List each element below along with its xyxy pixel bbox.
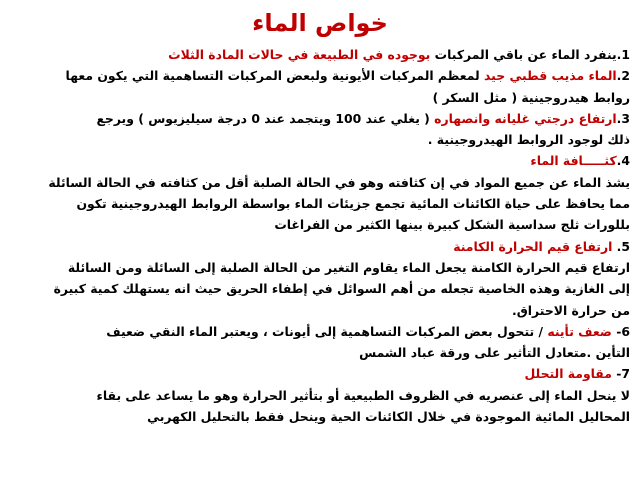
item-number: 2. xyxy=(616,68,630,84)
property-4-line1: يشذ الماء عن جميع المواد في إن كثافته وهو في الحالة الصلبة أقل من كثافته في الحالة السائلة xyxy=(48,174,630,190)
property-4-line3: بللورات ثلج سداسية الشكل كبيرة بينها الكثير من الفراغات xyxy=(274,217,630,233)
property-6-line2: التأين .متعادل التأثير على ورقة عباد الشمس xyxy=(359,345,630,361)
property-5-line2: إلى الغازية وهذه الخاصية تجعله من أهم السوائل في إطفاء الحريق حيث انه يستهلك كمية كبيرة xyxy=(53,281,630,297)
item-number: 1. xyxy=(616,47,630,62)
item-number: 4. xyxy=(616,153,630,169)
property-4-line2: مما يحافظ على حياة الكائنات المائية تجمع جزيئات الماء بواسطة الروابط الهيدروجينية تكون xyxy=(76,196,630,212)
property-1 xyxy=(10,44,630,65)
property-3-highlight: ارتفاع درجتي غليانه وانصهاره xyxy=(434,110,617,126)
property-5-line3: من حرارة الاحتراق. xyxy=(512,302,630,318)
property-5-title: ارتفاع قيم الحرارة الكامنة xyxy=(453,238,617,254)
property-4-title: كثـــــافة الماء xyxy=(530,153,617,169)
item-number: 6- xyxy=(616,323,630,339)
property-1-text: ينفرد الماء عن باقي المركبات xyxy=(430,47,617,62)
property-7-heading xyxy=(10,363,630,384)
property-2-highlight: الماء مذيب قطبي جيد xyxy=(484,68,617,84)
property-2 xyxy=(10,65,630,86)
property-2-line2: روابط هيدروجينية ( مثل السكر ) xyxy=(432,89,630,105)
page-title: خواص الماء xyxy=(252,9,388,37)
property-7-line2: المحاليل المائية الموجودة في خلال الكائنات الحية وينحل فقط بالتحليل الكهربي xyxy=(147,409,630,425)
item-number: 3. xyxy=(616,110,630,126)
property-4-heading xyxy=(10,150,630,171)
item-number: 7- xyxy=(616,366,630,382)
property-6-highlight: ضعف تأينه xyxy=(547,323,617,339)
property-2-text: لمعظم المركبات الأيونية ولبعض المركبات التساهمية التي يكون معها xyxy=(65,68,484,84)
property-6 xyxy=(10,321,630,342)
property-5-line1: ارتفاع قيم الحرارة الكامنة يجعل الماء يقاوم التغير من الحالة الصلبة إلى السائلة ومن السائلة xyxy=(67,259,630,275)
property-3 xyxy=(10,108,630,129)
property-5-heading xyxy=(10,236,630,257)
property-3-line2: ذلك لوجود الروابط الهيدروجينية . xyxy=(427,132,630,148)
property-7-title: مقاومة التحلل xyxy=(524,366,617,382)
property-3-text: ( يغلي عند 100 ويتجمد عند 0 درجة سيليزيوس ) ويرجع xyxy=(96,110,435,126)
item-number: 5. xyxy=(616,238,630,254)
property-1-highlight: بوجوده في الطبيعة في حالات المادة الثلاث xyxy=(168,47,431,62)
property-7-line1: لا ينحل الماء إلى عنصريه في الظروف الطبيعية أو بتأثير الحرارة وهو ما يساعد على بقاء xyxy=(96,387,630,403)
property-6-text: / تتحول بعض المركبات التساهمية إلى أيونات ، ويعتبر الماء النقي ضعيف xyxy=(106,323,548,339)
